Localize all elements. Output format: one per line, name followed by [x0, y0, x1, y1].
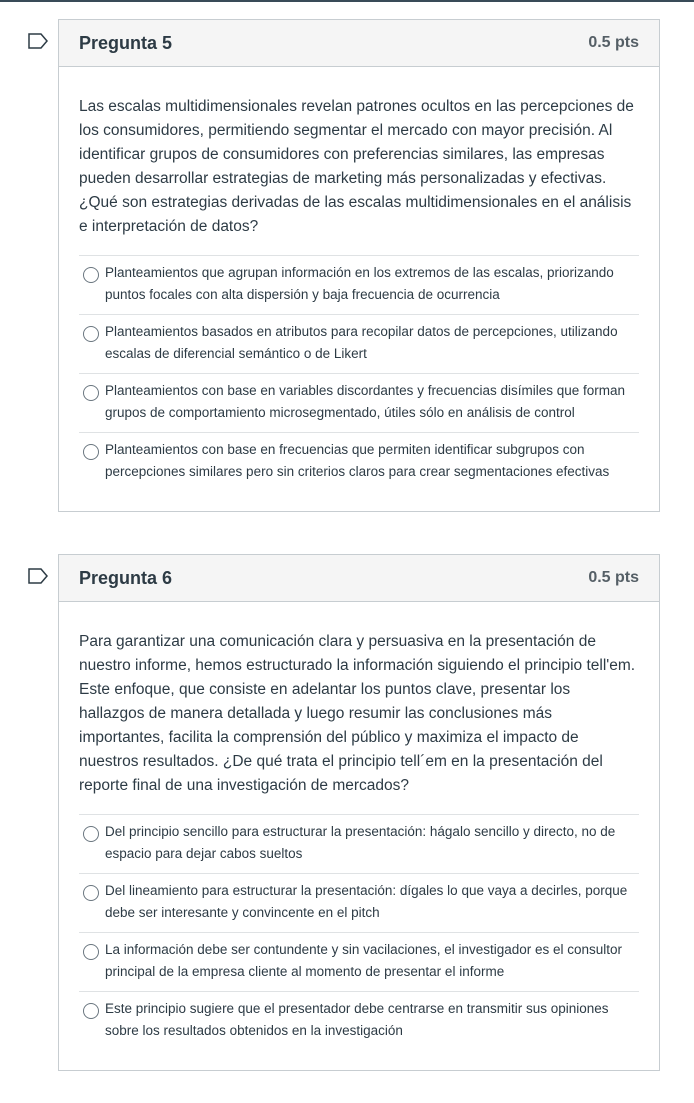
radio-button[interactable]	[83, 326, 99, 342]
answer-option[interactable]	[79, 256, 639, 315]
answer-option[interactable]	[79, 433, 639, 491]
answer-label[interactable]: Planteamientos con base en variables discordantes y frecuencias disímiles que forman grupos de comportamiento microsegmentado, útiles sólo en análisis de control	[105, 383, 626, 420]
answer-option[interactable]	[79, 315, 639, 374]
radio-button[interactable]	[83, 1003, 99, 1019]
answer-label[interactable]: Del principio sencillo para estructurar la presentación: hágalo sencillo y directo, no de espacio para dejar cabos sueltos	[105, 824, 616, 861]
question-5	[58, 19, 660, 512]
question-title: Pregunta 5	[79, 32, 173, 53]
question-title: Pregunta 6	[79, 567, 173, 588]
answer-option[interactable]	[79, 992, 639, 1050]
flag-question-icon[interactable]	[28, 568, 48, 584]
answer-option[interactable]	[79, 815, 639, 874]
answer-label[interactable]: Este principio sugiere que el presentador debe centrarse en transmitir sus opiniones sobre los resultados obtenidos en la investigación	[105, 1001, 609, 1038]
question-points: 0.5 pts	[588, 569, 639, 586]
answer-option[interactable]	[79, 374, 639, 433]
radio-button[interactable]	[83, 885, 99, 901]
radio-button[interactable]	[83, 944, 99, 960]
radio-button[interactable]	[83, 385, 99, 401]
answer-list	[79, 255, 639, 491]
answer-label[interactable]: Planteamientos basados en atributos para recopilar datos de percepciones, utilizando escalas de diferencial semántico o de Likert	[105, 324, 618, 361]
radio-button[interactable]	[83, 444, 99, 460]
question-header	[59, 555, 659, 602]
answer-label[interactable]: La información debe ser contundente y sin vacilaciones, el investigador es el consultor principal de la empresa cliente al momento de presentar el informe	[105, 942, 623, 979]
question-6	[58, 554, 660, 1071]
question-text: Las escalas multidimensionales revelan patrones ocultos en las percepciones de los consumidores, permitiendo segmentar el mercado con mayor precisión. Al identificar grupos de consumidores con preferencias similares, las empresas pueden desarrollar estrategias de marketing más personalizadas y efectivas. ¿Qué son estrategias derivadas de las escalas multidimensionales en el análisis e interpretación de datos?	[79, 98, 634, 235]
answer-label[interactable]: Del lineamiento para estructurar la presentación: dígales lo que vaya a decirles, porque debe ser interesante y convincente en el pitch	[105, 883, 628, 920]
question-header	[59, 20, 659, 67]
radio-button[interactable]	[83, 826, 99, 842]
flag-question-icon[interactable]	[28, 33, 48, 49]
question-points: 0.5 pts	[588, 34, 639, 51]
answer-label[interactable]: Planteamientos que agrupan información en los extremos de las escalas, priorizando puntos focales con alta dispersión y baja frecuencia de ocurrencia	[105, 265, 614, 302]
question-text: Para garantizar una comunicación clara y persuasiva en la presentación de nuestro informe, hemos estructurado la información siguiendo el principio tell'em. Este enfoque, que consiste en adelantar los puntos clave, presentar los hallazgos de manera detallada y luego resumir las conclusiones más importantes, facilita la comprensión del público y maximiza el impacto de nuestros resultados. ¿De qué trata el principio tell´em en la presentación del reporte final de una investigación de mercados?	[79, 633, 636, 794]
answer-list	[79, 814, 639, 1050]
radio-button[interactable]	[83, 267, 99, 283]
answer-option[interactable]	[79, 874, 639, 933]
answer-label[interactable]: Planteamientos con base en frecuencias que permiten identificar subgrupos con percepciones similares pero sin criterios claros para crear segmentaciones efectivas	[105, 442, 610, 479]
top-divider	[0, 0, 694, 2]
answer-option[interactable]	[79, 933, 639, 992]
